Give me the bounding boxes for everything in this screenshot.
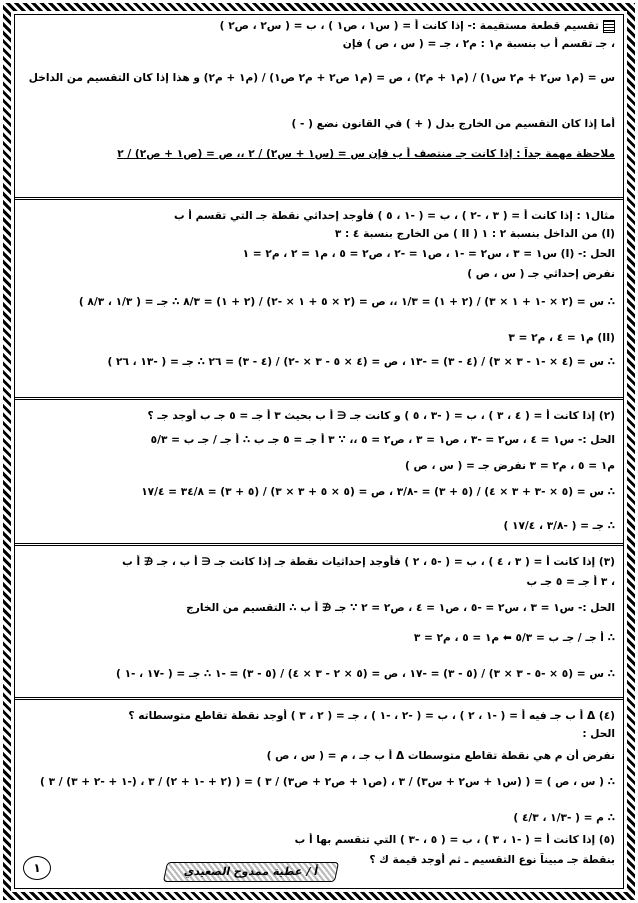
example-1-part-2-ratio: (II) م١ = ٤ ، م٢ = ٣ xyxy=(508,332,615,344)
page-number: ١ xyxy=(23,856,51,880)
example-1-question: مثال١ : إذا كانت أ = ( ٣ ، -٢ ) ، ب = ( -١ ، ٥ ) فأوجد إحداثي نقطة جـ التي تقسم أ ب xyxy=(173,210,615,222)
example-4 xyxy=(15,703,623,823)
example-4-question: (٤) Δ أ ب جـ فيه أ = ( -١ ، ٢ ) ، ب = ( -٢ ، -١ ) ، جـ = ( ٢ ، ٣ ) أوجد نقطة تقاطع متوسطاته ؟ xyxy=(128,710,615,722)
example-3-question: (٣) إذا كانت أ = ( ٣ ، ٤ ) ، ب = ( -٥ ، ٢ ) فأوجد إحداثيات نقطة جـ إذا كانت جـ ∈ أ ب ، جـ ∉ أ ب xyxy=(122,556,615,568)
intro-line-1: تقسيم قطعة مستقيمة :- إذا كانت أ = ( س١ ، ص١ ) ، ب = ( س٢ ، ص٢ ) xyxy=(219,20,599,32)
example-1-parts: (I) من الداخل بنسبة ٢ : ١ ( II ) من الخارج بنسبة ٤ : ٣ xyxy=(334,228,615,240)
example-1-solution-given: الحل :- (I) س١ = ٣ ، س٢ = -١ ، ص١ = -٢ ، ص٢ = ٥ ، م١ = ٢ ، م٢ = ١ xyxy=(242,248,615,260)
example-2-answer: ∴ جـ = ( -٣/٨ ، ١٧/٤ ) xyxy=(503,520,615,532)
example-3-condition: ، ٣ أ جـ = ٥ جـ ب xyxy=(526,576,615,588)
important-note: ملاحظة مهمة جداً : إذا كانت جـ منتصف أ ب فإن س = (س١ + س٢) / ٢ ،، ص = (ص١ + ص٢) / ٢ xyxy=(117,148,615,160)
intro-formula-line: س = (م١ س٢ + م٢ س١) / (م١ + م٢) ، ص = (م١ ص٢ + م٢ ص١) / (م١ + م٢) و هذا إذا كان التقسيم من الداخل xyxy=(28,72,615,84)
book-icon xyxy=(603,20,615,33)
example-3 xyxy=(15,549,623,699)
section-divider xyxy=(15,197,623,200)
example-3-result: ∴ س = (٥ × -٥ - ٣ × ٣) / (٥ - ٣) = -١٧ ، ص = (٥ × ٢ - ٣ × ٤) / (٥ - ٣) = -١ ∴ جـ = ( -١٧ ، -١ ) xyxy=(116,668,615,680)
example-1-part-1-result: ∴ س = (٢ × -١ + ١ × ٣) / (٢ + ١) = ١/٣ ،، ص = (٢ × ٥ + ١ × -٢) / (٢ + ١) = ٨/٣ ∴ جـ = ( ١/٣ ، ٨/٣ ) xyxy=(78,296,615,308)
section-divider xyxy=(15,397,623,400)
author-stamp: أ / عطية ممدوح الصعيدي xyxy=(163,862,339,882)
example-4-answer: ∴ م = ( -١/٣ ، ٤/٣ ) xyxy=(513,812,615,824)
example-2-ratio: م١ = ٥ ، م٢ = ٣ نفرض جـ = ( س ، ص ) xyxy=(404,460,615,472)
example-2 xyxy=(15,403,623,539)
example-3-solution-given: الحل :- س١ = ٣ ، س٢ = -٥ ، ص١ = ٤ ، ص٢ = ٢ ∵ جـ ∉ أ ب ∴ التقسيم من الخارج xyxy=(186,602,615,614)
example-4-formula: ∴ ( س ، ص ) = ( (س١ + س٢ + س٣) / ٣ ، (ص١ + ص٢ + ص٣) / ٣ ) = ( (٢ + -١ + ٢) / ٣ ، (-١ + -٢ + ٣) / ٣ ) xyxy=(40,776,615,788)
example-2-solution-given: الحل :- س١ = ٤ ، س٢ = -٣ ، ص١ = ٣ ، ص٢ = ٥ ،، ∵ ٣ أ جـ = ٥ جـ ب ∴ أ جـ / جـ ب = ٥/٣ xyxy=(150,434,615,446)
example-1-assume: نفرض إحداثي جـ ( س ، ص ) xyxy=(467,268,615,280)
example-5-question: (٥) إذا كانت أ = ( -١ ، ٣ ) ، ب = ( ٥ ، -٣ ) التي تنقسم بها أ ب xyxy=(294,834,615,846)
example-4-assume: نفرض أن م هي نقطة تقاطع متوسطات Δ أ ب جـ ، م = ( س ، ص ) xyxy=(266,750,615,762)
example-4-solution-label: الحل : xyxy=(582,728,615,740)
example-5-question-cont: بنقطة جـ مبيناً نوع التقسيم ـ ثم أوجد قيمة ك ؟ xyxy=(369,854,615,866)
example-1 xyxy=(15,203,623,391)
intro-section xyxy=(15,15,623,203)
section-divider xyxy=(15,697,623,700)
content-area xyxy=(14,14,624,889)
section-divider xyxy=(15,543,623,546)
example-3-ratio: ∴ أ جـ / جـ ب = ٥/٣ ⬅ م١ = ٥ ، م٢ = ٣ xyxy=(413,632,615,644)
example-2-result: ∴ س = (٥ × -٣ + ٣ × ٤) / (٥ + ٣) = -٣/٨ ، ص = (٥ × ٥ + ٣ × ٣) / (٥ + ٣) = ٣٤/٨ = ١٧/٤ xyxy=(141,486,615,498)
intro-line-2: ، جـ تقسم أ ب بنسبة م١ : م٢ ، جـ = ( س ، ص ) فإن xyxy=(342,38,615,50)
example-1-part-2-result: ∴ س = (٤ × -١ - ٣ × ٣) / (٤ - ٣) = -١٣ ، ص = (٤ × ٥ - ٣ × -٢) / (٤ - ٣) = ٢٦ ∴ جـ = ( -١٣ ، ٢٦ ) xyxy=(107,356,615,368)
example-2-question: (٢) إذا كانت أ = ( ٤ ، ٣ ) ، ب = ( -٣ ، ٥ ) و كانت جـ ∈ أ ب بحيث ٣ أ جـ = ٥ جـ ب أوجد جـ ؟ xyxy=(147,410,615,422)
intro-line-4: أما إذا كان التقسيم من الخارج بدل ( + ) في القانون نضع ( - ) xyxy=(291,118,615,130)
